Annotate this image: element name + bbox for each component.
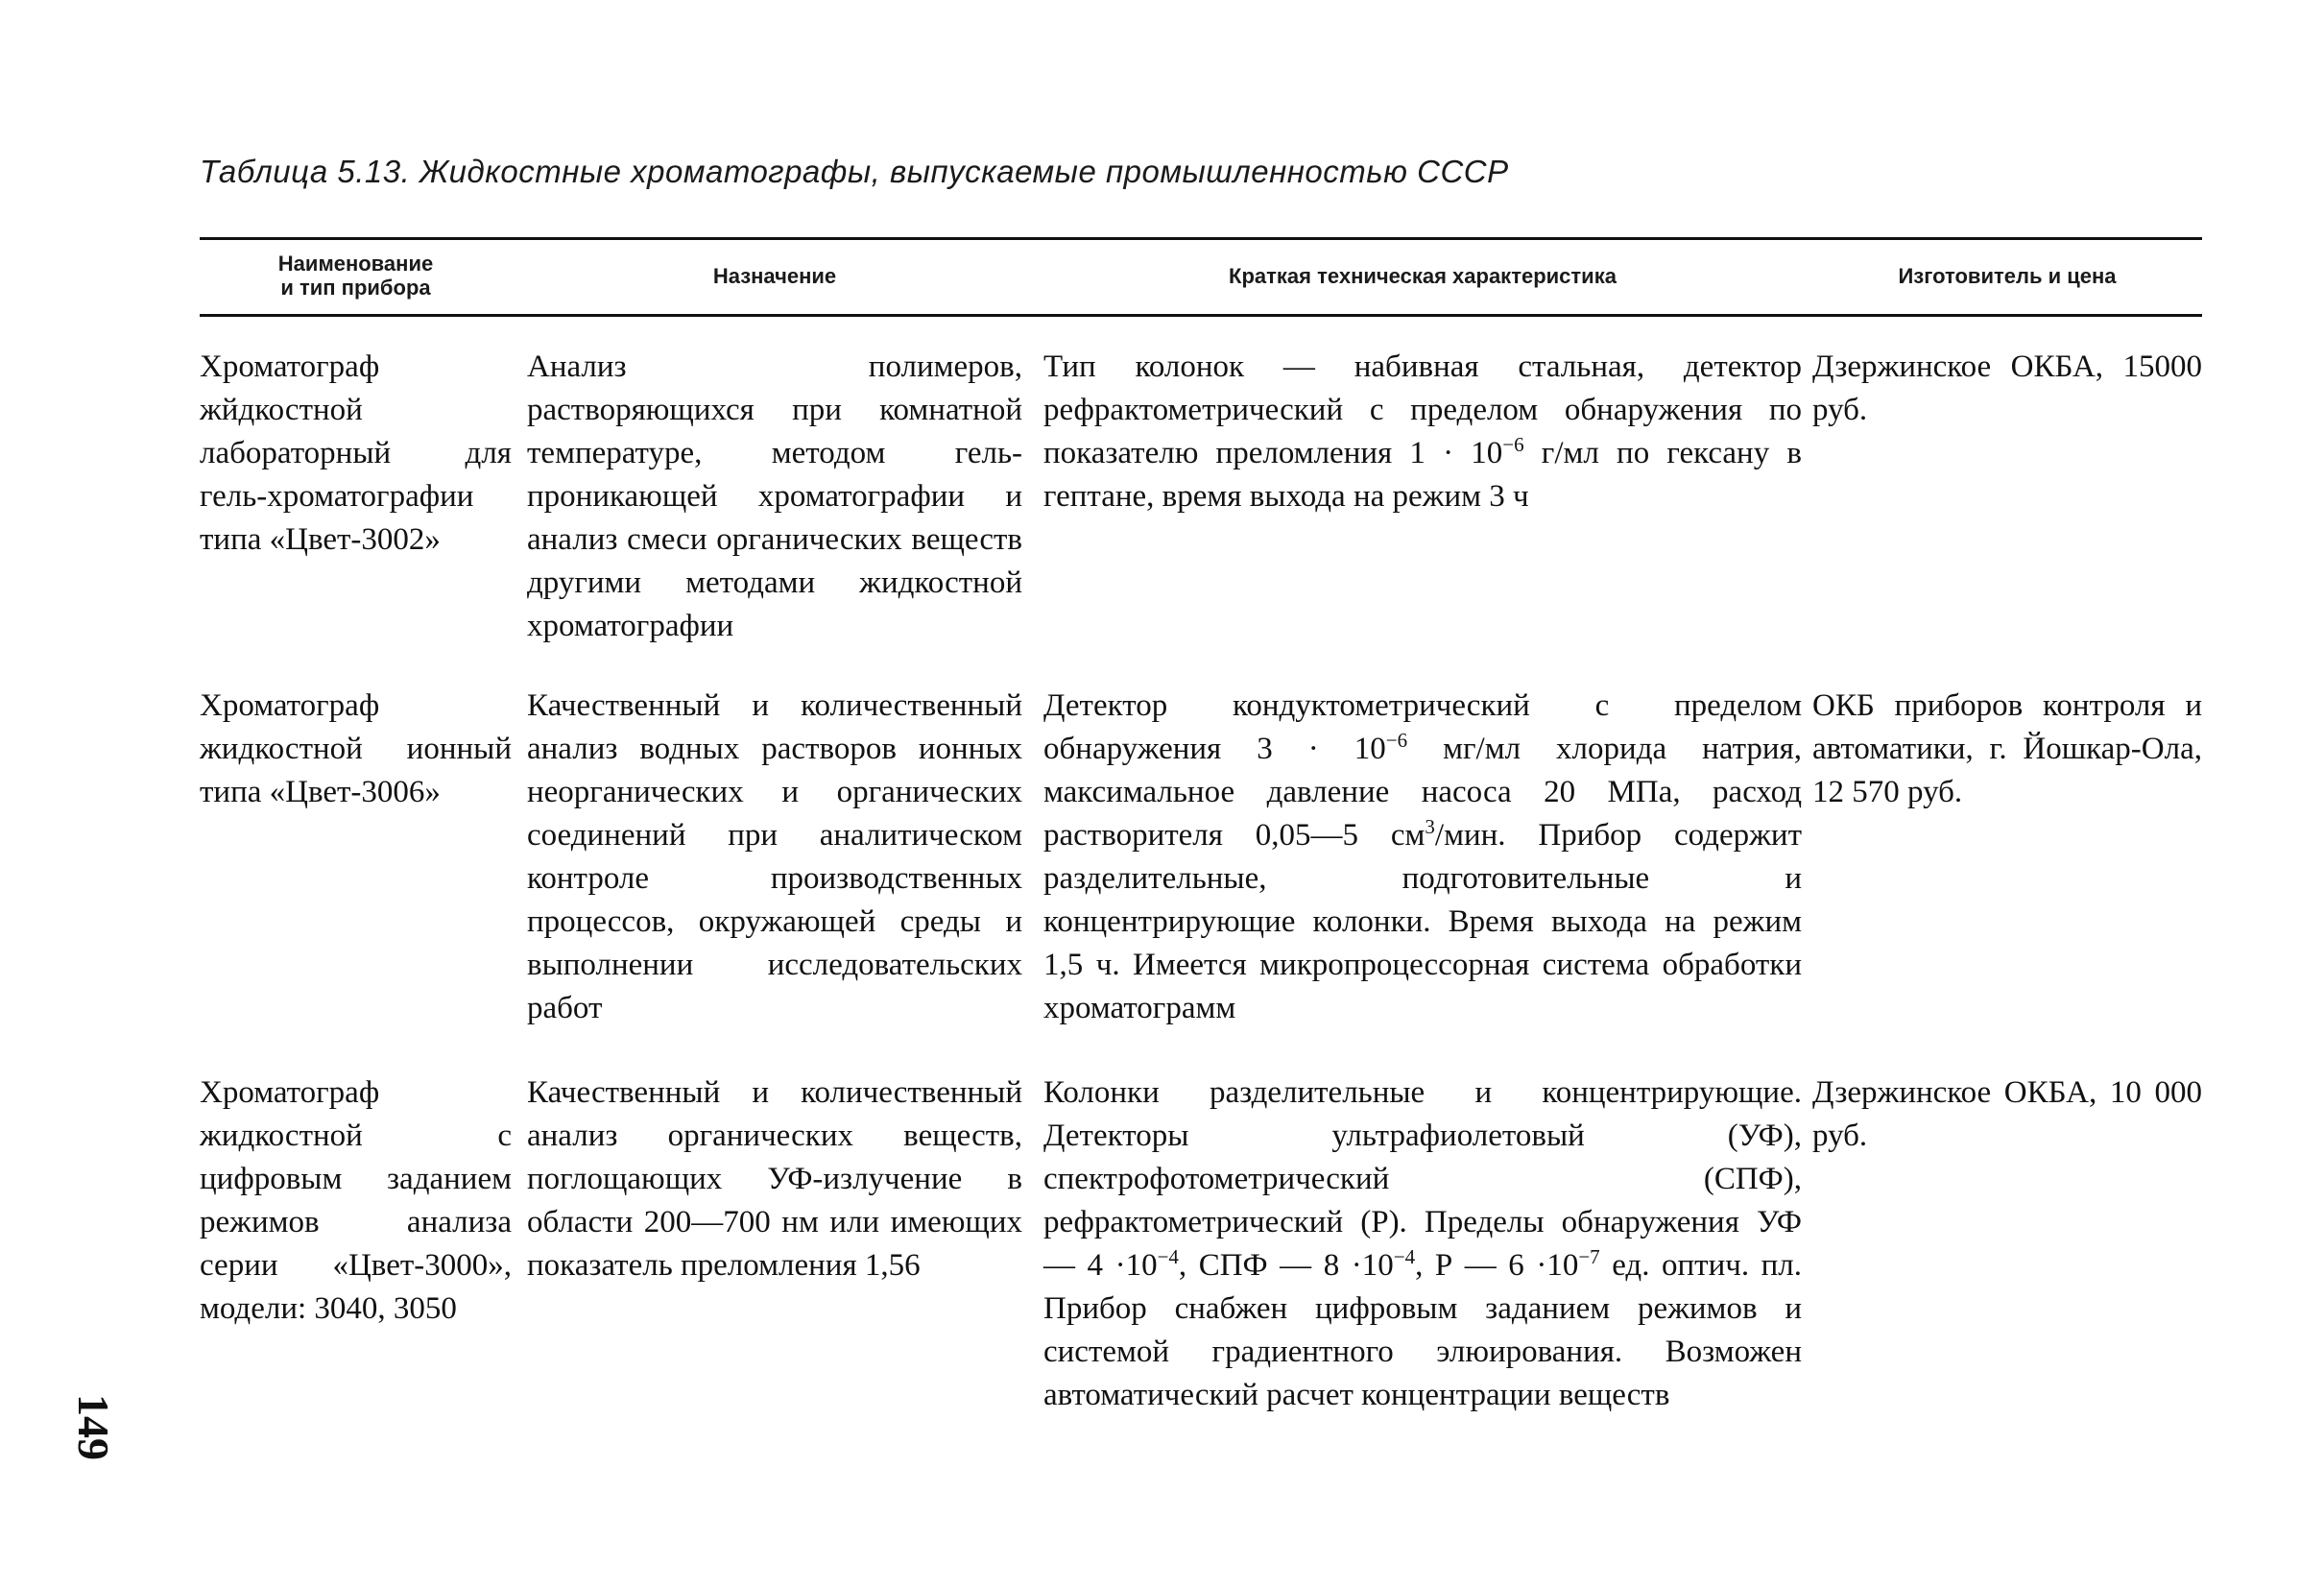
table-top-rule	[200, 237, 2202, 240]
row2-purpose: Качественный и количественный анализ водных растворов ионных неорганических и органических соединений при аналитическом контроле производственных процессов, окружающей среды и выполнении исследовательских работ	[527, 688, 1022, 1025]
header-name-line2: и тип прибора	[280, 276, 431, 300]
row1-specs: Тип колонок — набивная стальная, детектор рефрактометрический с пределом обнаружения по показателю преломления $1 \cdot 10^{-6}$ г/мл по гексану в гептане, время выхода на режим 3 ч	[1043, 349, 1802, 514]
header-name-type	[200, 252, 512, 300]
row3-purpose: Качественный и количественный анализ органических веществ, поглощающих УФ-излучение в области 200—700 нм или имеющих показатель преломления 1,56	[527, 1075, 1022, 1283]
row2-name: Хроматограф жидкостной ионный типа «Цвет-3006»	[200, 688, 512, 809]
header-purpose: Назначение	[712, 264, 837, 288]
row2-maker: ОКБ приборов контроля и автоматики, г. Йошкар-Ола, 12 570 руб.	[1812, 688, 2202, 809]
row3-name: Хроматограф жидкостной с цифровым заданием режимов анализа серии «Цвет-3000», модели: 3040, 3050	[200, 1075, 512, 1326]
page-number: 149	[69, 1394, 118, 1460]
header-specs: Краткая техническая характеристика	[1229, 264, 1617, 288]
row2-specs: Детектор кондуктометрический с пределом обнаружения $3 \cdot 10^{-6}$ мг/мл хлорида натрия, максимальное давление насоса 20 МПа, расход растворителя 0,05—5 $см^3$/мин. Прибор содержит разделительные, подготовительные и концентрирующие колонки. Время выхода на режим 1,5 ч. Имеется микропроцессорная система обработки хроматограмм	[1043, 688, 1803, 1025]
row1-purpose: Анализ полимеров, растворяющихся при комнатной температуре, методом гель-проникающей хроматографии и анализ смеси органических веществ другими методами жидкостной хроматографии	[527, 349, 1022, 643]
table-caption: Таблица 5.13. Жидкостные хроматографы, выпускаемые промышленностью СССР	[200, 154, 1509, 189]
row3-specs: Колонки разделительные и концентрирующие. Детекторы ультрафиолетовый (УФ), спектрофотометрический (СПФ), рефрактометрический (Р). Пределы обнаружения УФ — $4 \cdot 10^{-4}$, СПФ — $8 \cdot 10^{-4}$, Р — $6 \cdot 10^{-7}$ ед. оптич. пл. Прибор снабжен цифровым заданием режимов и системой градиентного элюирования. Возможен автоматический расчет концентрации веществ	[1043, 1075, 1803, 1412]
row3-maker: Дзержинское ОКБА, 10 000 руб.	[1812, 1075, 2202, 1153]
row1-name: Хроматограф жйдкостной лабораторный для гель-хроматографии типа «Цвет-3002»	[200, 349, 512, 557]
table-header-rule	[200, 314, 2202, 317]
row1-maker: Дзержинское ОКБА, 15000 руб.	[1812, 349, 2202, 427]
header-name-line1: Наименование	[277, 252, 434, 276]
header-maker-price: Изготовитель и цена	[1898, 264, 2117, 288]
